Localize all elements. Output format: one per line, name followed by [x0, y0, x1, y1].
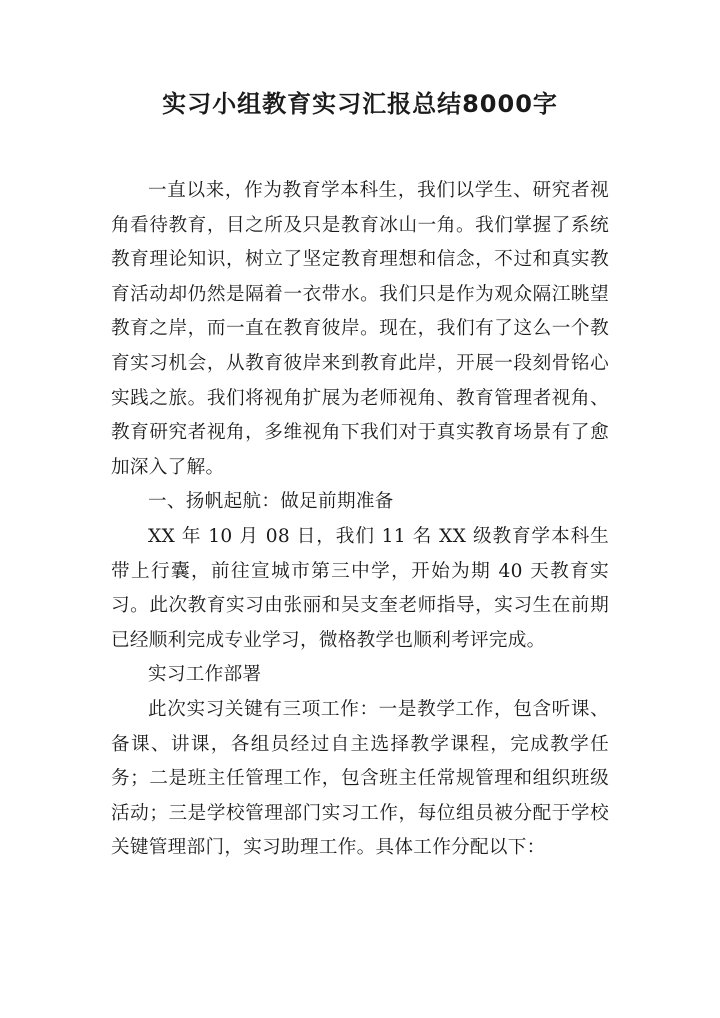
intro-paragraph: 一直以来，作为教育学本科生，我们以学生、研究者视角看待教育，目之所及只是教育冰山一角。我们掌握了系统教育理论知识，树立了坚定教育理想和信念，不过和真实教育活动却仍然是隔着一衣带水。我们只是作为观众隔江眺望教育之岸，而一直在教育彼岸。现在，我们有了这么一个教育实习机会，从教育彼岸来到教育此岸，开展一段刻骨铭心实践之旅。我们将视角扩展为老师视角、教育管理者视角、教育研究者视角，多维视角下我们对于真实教育场景有了愈加深入了解。	[111, 180, 609, 478]
work-paragraph: 此次实习关键有三项工作：一是教学工作，包含听课、备课、讲课，各组员经过自主选择教学课程，完成教学任务；二是班主任管理工作，包含班主任常规管理和组织班级活动；三是学校管理部门实习工作，每位组员被分配于学校关键管理部门，实习助理工作。具体工作分配以下：	[111, 698, 609, 859]
document-body	[111, 174, 609, 866]
section-heading: 一、扬帆起航：做足前期准备	[148, 491, 394, 513]
subsection-heading: 实习工作部署	[148, 664, 262, 686]
departure-paragraph: XX 年 10 月 08 日，我们 11 名 XX 级教育学本科生带上行囊，前往宣城市第三中学，开始为期 40 天教育实习。此次教育实习由张丽和吴支奎老师指导，实习生在前期已经顺利完成专业学习，微格教学也顺利考评完成。	[111, 525, 609, 651]
page-title: 实习小组教育实习汇报总结8000字	[162, 90, 558, 118]
